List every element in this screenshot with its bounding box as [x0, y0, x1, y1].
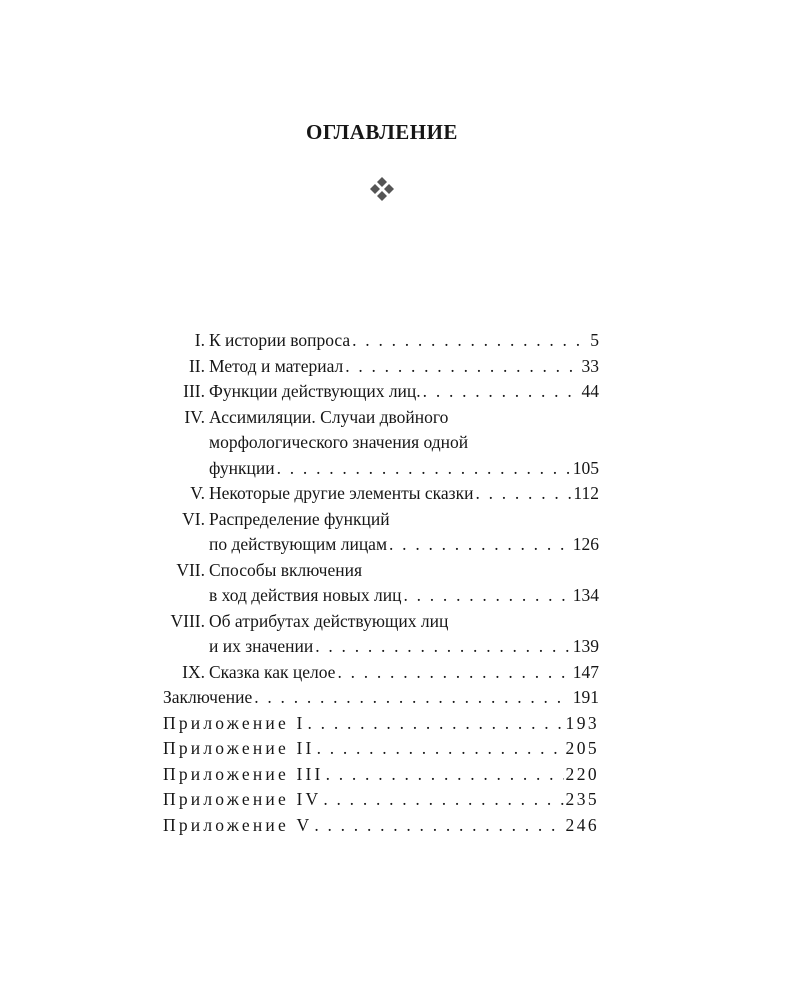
- toc-entry-page: 193: [565, 712, 599, 733]
- toc-entry-body: [209, 583, 599, 608]
- page-title: ОГЛАВЛЕНИЕ: [306, 120, 458, 144]
- toc-entry[interactable]: [0, 813, 800, 838]
- dot-leader: [323, 787, 563, 812]
- toc-entry-title: Приложение I: [163, 712, 306, 733]
- toc-entry-number: V.: [190, 483, 205, 503]
- dot-leader: [389, 532, 571, 557]
- toc-entry-title: Приложение III: [163, 763, 324, 784]
- toc-entry-title: морфологического значения одной: [209, 432, 469, 452]
- toc-entry[interactable]: [0, 736, 800, 761]
- toc-entry-page: 191: [572, 687, 599, 707]
- toc-entry-body: [209, 507, 390, 532]
- toc-entry-body: [209, 405, 448, 430]
- dot-leader: [345, 354, 579, 379]
- toc-entry-page: 147: [572, 661, 599, 682]
- toc-entry-title: Функции действующих лиц.: [209, 381, 421, 401]
- toc-entry-title: Приложение IV: [163, 789, 322, 809]
- toc-entry-page: 112: [573, 483, 599, 503]
- toc-entry-number: IV.: [184, 406, 205, 427]
- toc-entry-continuation[interactable]: [0, 430, 800, 455]
- dot-leader: [326, 762, 564, 787]
- toc-entry-title: и их значении: [209, 636, 314, 656]
- toc-entry-page: 235: [565, 789, 599, 809]
- toc-entry-title: К истории вопроса: [209, 330, 351, 350]
- toc-entry-page: 105: [572, 457, 599, 478]
- dot-leader: [254, 685, 571, 710]
- toc-entry-body: [163, 813, 599, 838]
- toc-entry[interactable]: [0, 405, 800, 430]
- toc-entry-body: [209, 456, 599, 481]
- toc-entry-title: Распределение функций: [209, 508, 390, 529]
- four-diamond-ornament-icon: [370, 176, 394, 204]
- toc-entry-number: VI.: [182, 508, 205, 529]
- dot-leader: [308, 711, 564, 736]
- toc-entry-body: [209, 609, 448, 634]
- dot-leader: [352, 328, 588, 353]
- toc-entry-title: Способы включения: [209, 559, 363, 580]
- toc-entry[interactable]: [0, 660, 800, 685]
- dot-leader: [423, 379, 580, 404]
- toc-entry-title: Приложение II: [163, 738, 315, 758]
- dot-leader: [277, 456, 571, 481]
- toc-entry-title: по действующим лицам: [209, 534, 388, 554]
- toc-entry-continuation[interactable]: [0, 456, 800, 481]
- toc-entry[interactable]: [0, 481, 800, 506]
- toc-entry[interactable]: [0, 609, 800, 634]
- toc-entry-page: 246: [565, 814, 599, 835]
- toc-entry-body: [163, 736, 599, 761]
- toc-entry[interactable]: [0, 762, 800, 787]
- toc-entry[interactable]: [0, 558, 800, 583]
- toc-entry-body: [209, 634, 599, 659]
- toc-entry[interactable]: [0, 787, 800, 812]
- toc-entry-title: Некоторые другие элементы сказки: [209, 483, 474, 503]
- toc-entry-body: [163, 685, 599, 710]
- toc-entry-title: Ассимиляции. Случаи двойного: [209, 406, 449, 427]
- toc-entry-number: I.: [194, 330, 205, 350]
- toc-entry[interactable]: [0, 685, 800, 710]
- toc-entry-title: Заключение: [163, 687, 253, 707]
- toc-entry[interactable]: [0, 711, 800, 736]
- toc-entry-page: 205: [565, 738, 599, 758]
- toc-entry-body: [209, 328, 599, 353]
- toc-entry-number: II.: [188, 355, 205, 376]
- toc-entry-body: [209, 430, 468, 455]
- toc-entry-body: [209, 481, 599, 506]
- toc-entry-body: [163, 787, 599, 812]
- dot-leader: [403, 583, 570, 608]
- toc-entry-page: 126: [572, 534, 599, 554]
- toc-entry-body: [209, 354, 599, 379]
- toc-entry-page: 33: [581, 355, 599, 376]
- toc-entry-number: III.: [183, 381, 205, 401]
- dot-leader: [314, 813, 563, 838]
- dot-leader: [317, 736, 564, 761]
- toc-entry[interactable]: [0, 379, 800, 404]
- toc-entry-page: 44: [581, 381, 599, 401]
- toc-entry-continuation[interactable]: [0, 634, 800, 659]
- toc-entry[interactable]: [0, 507, 800, 532]
- dot-leader: [315, 634, 571, 659]
- toc-entry-title: Сказка как целое: [209, 661, 336, 682]
- toc-entry-continuation[interactable]: [0, 583, 800, 608]
- toc-entry-page: 5: [590, 330, 599, 350]
- dot-leader: [337, 660, 570, 685]
- toc-entry-title: Метод и материал: [209, 355, 344, 376]
- toc-entry-page: 220: [565, 763, 599, 784]
- toc-entry-page: 139: [572, 636, 599, 656]
- toc-entry[interactable]: [0, 328, 800, 353]
- toc-entry-number: VIII.: [170, 610, 205, 631]
- toc-entry-continuation[interactable]: [0, 532, 800, 557]
- toc-entry-body: [209, 558, 362, 583]
- toc-entry-title: функции: [209, 457, 275, 478]
- toc-entry-body: [209, 660, 599, 685]
- toc-entry-number: IX.: [182, 661, 205, 682]
- dot-leader: [475, 481, 571, 506]
- toc-entry-body: [163, 762, 599, 787]
- toc-entry-body: [209, 532, 599, 557]
- toc-entry[interactable]: [0, 354, 800, 379]
- toc-entry-title: Приложение V: [163, 814, 313, 835]
- toc-entry-title: Об атрибутах действующих лиц: [209, 610, 449, 631]
- toc-entry-title: в ход действия новых лиц: [209, 585, 402, 605]
- toc-entry-body: [163, 711, 599, 736]
- toc-entry-number: VII.: [176, 559, 205, 580]
- toc-entry-page: 134: [572, 585, 599, 605]
- toc-entry-body: [209, 379, 599, 404]
